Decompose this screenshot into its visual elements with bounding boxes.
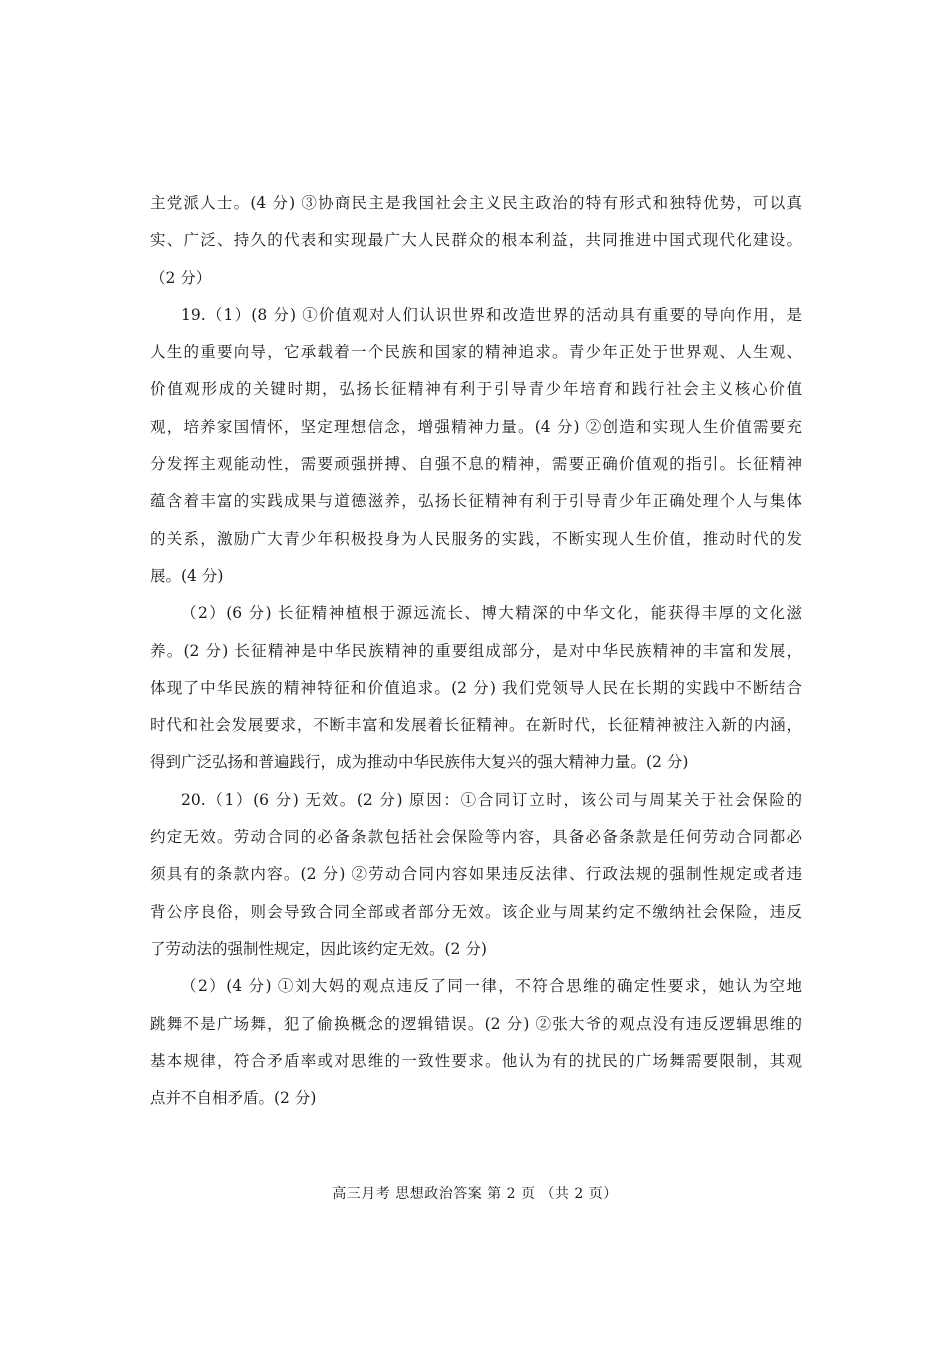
text-line: （2）(6 分) 长征精神植根于源远流长、博大精深的中华文化，能获得丰厚的文化滋 <box>181 604 802 623</box>
text-line: 得到广泛弘扬和普遍践行，成为推动中华民族伟大复兴的强大精神力量。(2 分) <box>150 753 689 772</box>
text-line: 价值观形成的关键时期，弘扬长征精神有利于引导青少年培育和践行社会主义核心价值 <box>150 380 802 399</box>
text-line: 展。(4 分) <box>150 566 224 585</box>
text-line: 主党派人士。(4 分) ③协商民主是我国社会主义民主政治的特有形式和独特优势，可以真 <box>150 194 802 212</box>
text-line: 点并不自相矛盾。(2 分) <box>150 1089 317 1108</box>
text-line: 背公序良俗，则会导致合同全部或者部分无效。该企业与周某约定不缴纳社会保险，违反 <box>150 902 802 921</box>
text-line: 体现了中华民族的精神特征和价值追求。(2 分) 我们党领导人民在长期的实践中不断结合 <box>150 678 802 697</box>
text-line: 分发挥主观能动性，需要顽强拼搏、自强不息的精神，需要正确价值观的指引。长征精神 <box>150 455 802 474</box>
text-line: 基本规律，符合矛盾率或对思维的一致性要求。他认为有的扰民的广场舞需要限制，其观 <box>150 1051 802 1070</box>
text-line: （2 分） <box>150 268 212 287</box>
text-line: 了劳动法的强制性规定，因此该约定无效。(2 分) <box>150 939 487 958</box>
text-line: 约定无效。劳动合同的必备条款包括社会保险等内容，具备必备条款是任何劳动合同都必 <box>150 828 802 847</box>
text-line: 20.（1）(6 分) 无效。(2 分) 原因：①合同订立时，该公司与周某关于社会保险的 <box>181 790 802 809</box>
text-line: 19.（1）(8 分) ①价值观对人们认识世界和改造世界的活动具有重要的导向作用，是 <box>181 305 802 324</box>
text-line: 人生的重要向导，它承载着一个民族和国家的精神追求。青少年正处于世界观、人生观、 <box>150 343 802 362</box>
text-line: （2）(4 分) ①刘大妈的观点违反了同一律，不符合思维的确定性要求，她认为空地 <box>181 977 802 996</box>
page-footer: 高三月考 思想政治答案 第 2 页 （共 2 页） <box>332 1186 618 1202</box>
text-line: 观，培养家国情怀，坚定理想信念，增强精神力量。(4 分) ②创造和实现人生价值需要充 <box>150 417 802 436</box>
text-line: 跳舞不是广场舞，犯了偷换概念的逻辑错误。(2 分) ②张大爷的观点没有违反逻辑思维的 <box>150 1014 802 1033</box>
text-line: 养。(2 分) 长征精神是中华民族精神的重要组成部分，是对中华民族精神的丰富和发展， <box>150 641 802 660</box>
text-line: 时代和社会发展要求，不断丰富和发展着长征精神。在新时代，长征精神被注入新的内涵， <box>150 716 802 735</box>
text-line: 实、广泛、持久的代表和实现最广大人民群众的根本利益，共同推进中国式现代化建设。 <box>150 231 802 250</box>
text-line: 须具有的条款内容。(2 分) ②劳动合同内容如果违反法律、行政法规的强制性规定或者违 <box>150 865 802 884</box>
text-line: 蕴含着丰富的实践成果与道德滋养，弘扬长征精神有利于引导青少年正确处理个人与集体 <box>150 492 802 511</box>
text-line: 的关系，激励广大青少年积极投身为人民服务的实践，不断实现人生价值，推动时代的发 <box>150 529 802 548</box>
answer-body <box>150 185 802 1117</box>
